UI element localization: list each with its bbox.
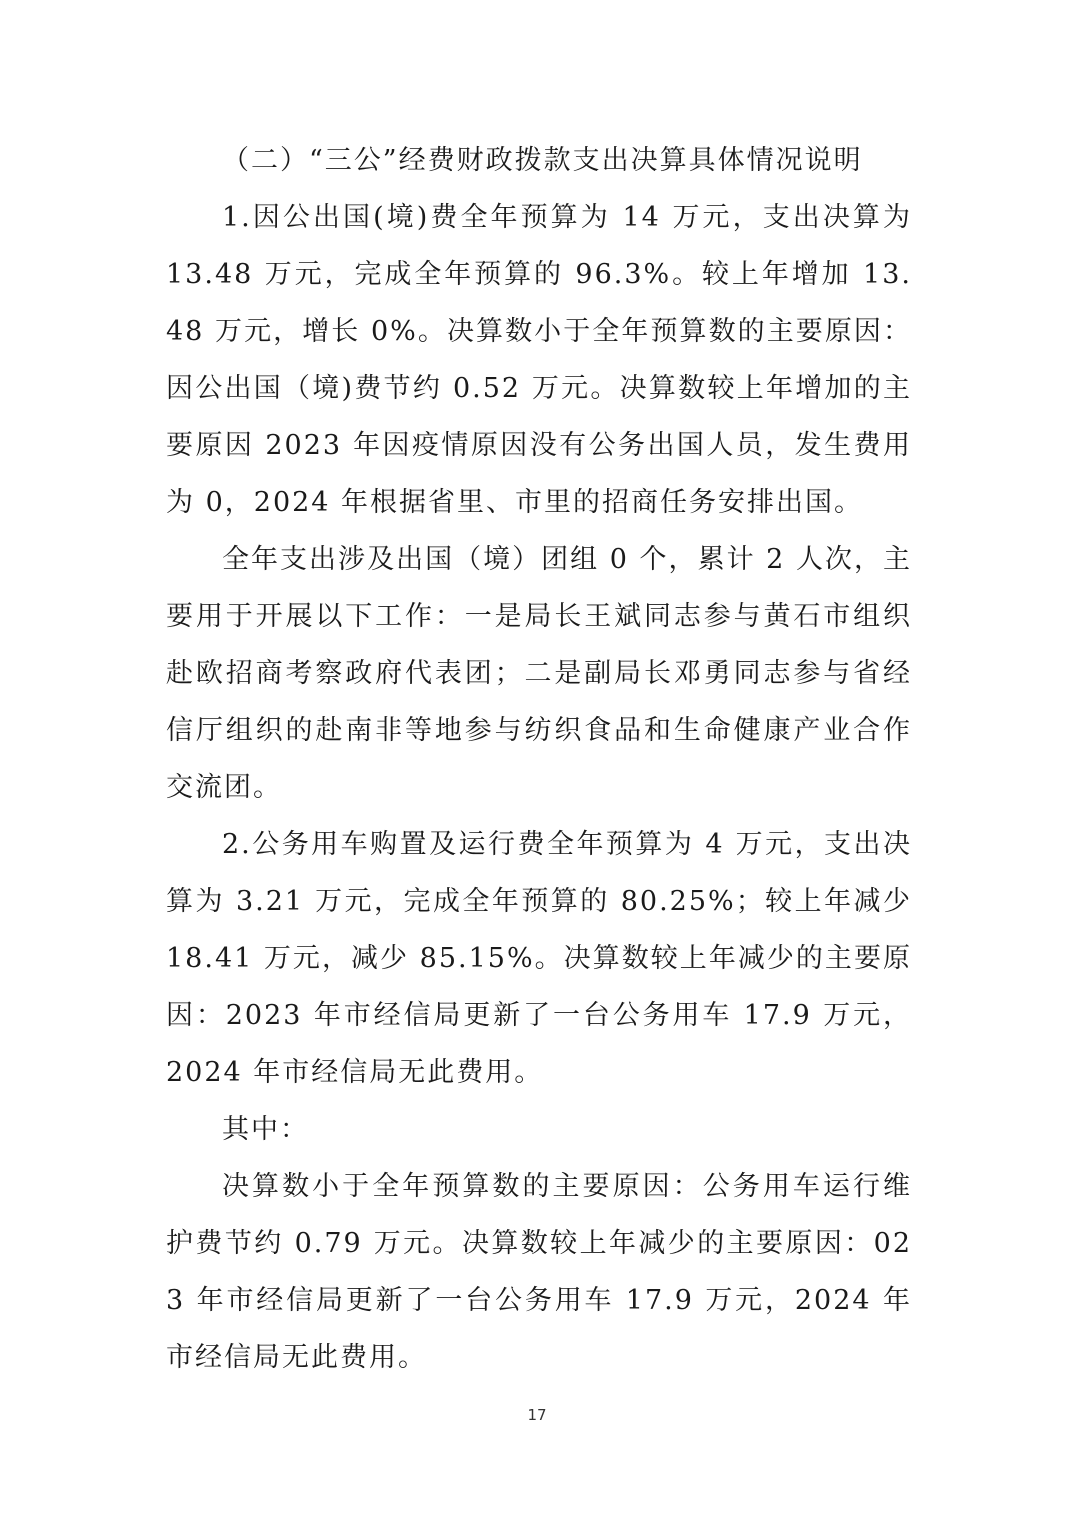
paragraph-among-which: 其中： xyxy=(222,1114,309,1145)
paragraph-overseas-delegations: 全年支出涉及出国（境）团组 0 个，累计 2 人次，主要用于开展以下工作：一是局长王斌同志参与黄石市组织赴欧招商考察政府代表团；二是副局长邓勇同志参与省经信厅组织的赴南非等地参与纺织食品和生命健康产业合作交流团。 xyxy=(166,544,912,803)
section-heading: （二）“三公”经费财政拨款支出决算具体情况说明 xyxy=(222,145,863,176)
paragraph-vehicle-expense: 2.公务用车购置及运行费全年预算为 4 万元，支出决算为 3.21 万元，完成全年预算的 80.25%；较上年减少 18.41 万元，减少 85.15%。决算数较上年减少的主要原因：2023 年市经信局更新了一台公务用车 17.9 万元，2024 年市经信局无此费用。 xyxy=(166,829,912,1088)
page-number: 17 xyxy=(527,1406,547,1424)
paragraph-vehicle-reasons: 决算数小于全年预算数的主要原因：公务用车运行维护费节约 0.79 万元。决算数较上年减少的主要原因：023 年市经信局更新了一台公务用车 17.9 万元，2024 年市经信局无此费用。 xyxy=(166,1171,912,1373)
paragraph-overseas-expense: 1.因公出国(境)费全年预算为 14 万元，支出决算为 13.48 万元，完成全年预算的 96.3%。较上年增加 13.48 万元，增长 0%。决算数小于全年预算数的主要原因：因公出国（境)费节约 0.52 万元。决算数较上年增加的主要原因 2023 年因疫情原因没有公务出国人员，发生费用为 0，2024 年根据省里、市里的招商任务安排出国。 xyxy=(166,202,912,518)
document-body xyxy=(166,132,912,1386)
